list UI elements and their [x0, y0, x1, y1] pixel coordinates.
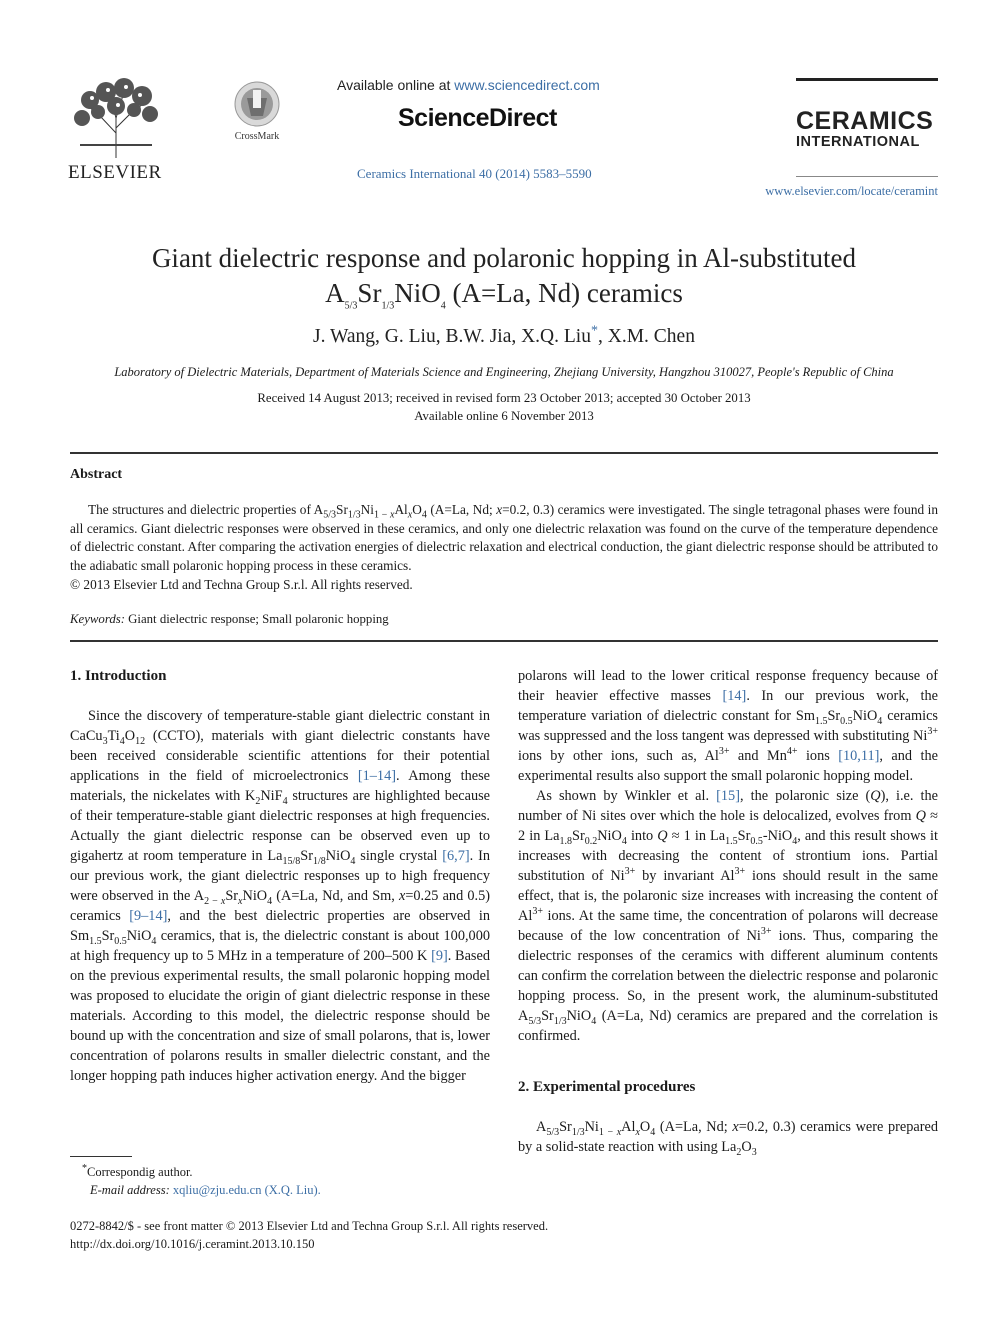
- header-right-rule-top: [796, 78, 938, 81]
- ref-link[interactable]: [15]: [716, 788, 740, 804]
- sciencedirect-logo: ScienceDirect: [398, 104, 557, 132]
- journal-url[interactable]: www.elsevier.com/locate/ceramint: [765, 184, 938, 198]
- corresponding-mark[interactable]: *: [590, 323, 598, 339]
- intro-heading: 1. Introduction: [70, 668, 167, 684]
- available-prefix: Available online at: [337, 77, 455, 93]
- intro-paragraph-2: As shown by Winkler et al. [15], the polaronic size (Q), i.e. the number of Ni sites over which the hole is delocalized, evolves from Q ≈ 2 in $La_{1.8}Sr_{0.2}NiO_4$ into Q ≈ 1 in $La_{1.5}Sr_{0.5}-NiO_4$, and this result shows it increases with decreasing the content of strontium ions. Partial substitution of $Ni^{3+}$ by invariant $Al^{3+}$ ions should result in the same effect, that is, the polaronic size increases with increasing the content of $Al^{3+}$ ions. At the same time, the concentration of polarons will decrease because of the low concentration of $Ni^{3+}$ ions. Thus, comparing the dielectric responses of the ceramics with different aluminum contents can confirm the correlation between the dielectric response and polaronic hopping process. So, in the present work, the aluminum-substituted $A_{5/3}Sr_{1/3}NiO_4$ (A=La, Nd) ceramics are prepared and the correlation is confirmed.: [518, 788, 939, 1044]
- footnote-corresponding: [70, 1163, 321, 1181]
- footer: [70, 1217, 548, 1253]
- journal-citation[interactable]: Ceramics International 40 (2014) 5583–5590: [357, 166, 592, 181]
- intro-paragraph-1-cont: polarons will lead to the lower critical response frequency because of their heavier effective masses [14]. In our previous work, the temperature variation of dielectric constant for $Sm_{1.5}Sr_{0.5}NiO_4$ ceramics was suppressed and the loss tangent was depressed with substituting $Ni^{3+}$ ions by other ions, such as, $Al^{3+}$ and $Mn^{4+}$ ions [10,11], and the experimental results also support the small polaronic hopping model.: [518, 668, 939, 784]
- crossmark-logo[interactable]: [226, 80, 288, 142]
- header-right-rule-bottom: [796, 176, 938, 177]
- article-title-line1: Giant dielectric response and polaronic hopping in Al-substituted: [151, 243, 857, 273]
- footer-issn: 0272-8842/$ - see front matter © 2013 Elsevier Ltd and Techna Group S.r.l. All rights reserved.: [70, 1219, 549, 1233]
- footnote-text: Correspondig author.: [87, 1165, 193, 1179]
- footnote-rule: [70, 1156, 132, 1157]
- abstract-rule-top: [70, 452, 938, 454]
- elsevier-tree-icon: [70, 78, 162, 160]
- footer-doi[interactable]: http://dx.doi.org/10.1016/j.ceramint.2013.10.150: [70, 1237, 315, 1251]
- journal-name-line1: CERAMICS: [796, 107, 934, 135]
- article-title: [0, 241, 992, 311]
- footnote-email: [70, 1181, 321, 1199]
- author-list: [0, 323, 992, 348]
- email-link[interactable]: xqliu@zju.edu.cn (X.Q. Liu).: [172, 1183, 321, 1197]
- journal-name-line2: INTERNATIONAL: [796, 134, 920, 150]
- journal-name: [796, 108, 938, 150]
- keywords-list: Giant dielectric response; Small polaronic hopping: [124, 612, 389, 626]
- elsevier-logo: [68, 78, 163, 186]
- intro-paragraph-1: Since the discovery of temperature-stable giant dielectric constant in $CaCu_3Ti_4O_{12}$ (CCTO), materials with giant dielectric constants have been received considerable scientific attentions for their potential applications in the field of microelectronics [1–14]. Among these materials, the nickelates with $K_2NiF_4$ structures are highlighted because of their temperature-stable giant dielectric responses at high frequencies. Actually the giant dielectric response can be observed even up to gigahertz at room temperature in $La_{15/8}Sr_{1/8}NiO_4$ single crystal [6,7]. In our previous work, the giant dielectric responses up to high frequency were observed in the $A_{2 - x}Sr_xNiO_4$ (A=La, Nd, and Sm, x=0.25 and 0.5) ceramics [9–14], and the best dielectric properties are observed in $Sm_{1.5}Sr_{0.5}NiO_4$ ceramics, that is, the dielectric constant is about 100,000 at high frequency up to 5 MHz in a temperature of 200–500 K [9]. Based on the previous experimental results, the small polaronic hopping model was proposed to elucidate the origin of giant dielectric response in these materials. According to this model, the dielectric response should be bound up with the concentration and size of small polarons, that is, lower concentration of polarons results in smaller dielectric constant, and the longer hopping path induces higher activation energy. And the bigger: [70, 708, 491, 1084]
- crossmark-label: CrossMark: [234, 131, 280, 142]
- abstract-heading: Abstract: [70, 467, 123, 482]
- abstract-rule-bottom: [70, 640, 938, 642]
- ref-link[interactable]: [9]: [431, 948, 448, 964]
- exp-heading: 2. Experimental procedures: [518, 1079, 696, 1095]
- footnote: [70, 1163, 321, 1199]
- elsevier-wordmark: ELSEVIER: [68, 162, 162, 183]
- sciencedirect-url[interactable]: www.sciencedirect.com: [454, 77, 600, 93]
- available-online: [337, 77, 600, 93]
- abstract-copyright: © 2013 Elsevier Ltd and Techna Group S.r.l. All rights reserved.: [70, 576, 413, 592]
- dates-received: Received 14 August 2013; received in revised form 23 October 2013; accepted 30 October 2013: [257, 391, 751, 405]
- abstract-text: [70, 501, 938, 595]
- ref-link[interactable]: [14]: [722, 688, 747, 704]
- email-label: E-mail address:: [90, 1183, 173, 1197]
- right-column: [518, 666, 938, 1157]
- ref-link[interactable]: [9–14]: [129, 908, 168, 924]
- authors-text-last: , X.M. Chen: [597, 326, 695, 347]
- keywords-label: Keywords:: [70, 612, 125, 626]
- left-column: [70, 666, 490, 1086]
- crossmark-icon: [233, 80, 281, 128]
- ref-link[interactable]: [1–14]: [357, 768, 396, 784]
- dates-available: Available online 6 November 2013: [414, 409, 594, 423]
- authors-text: J. Wang, G. Liu, B.W. Jia, X.Q. Liu: [313, 326, 591, 347]
- ref-link[interactable]: [10,11]: [838, 748, 880, 764]
- article-title-line2: $A_{5/3}Sr_{1/3}NiO_4$ (A=La, Nd) ceramics: [325, 278, 683, 312]
- abstract-body: The structures and dielectric properties of $A_{5/3}Sr_{1/3}Ni_{1 - x}Al_xO_4$ (A=La, Nd; x=0.2, 0.3) ceramics were investigated. The single tetragonal phases were found in all ceramics. Giant dielectric responses were observed in these ceramics, and only one dielectric relaxation was found on the curve of the temperature dependence of dielectric constant. After comparing the activation energies of dielectric relaxation and electrical conduction, the giant dielectric response should be attributed to the adiabatic small polaronic hopping process in these ceramics.: [70, 502, 938, 574]
- affiliation: Laboratory of Dielectric Materials, Department of Materials Science and Engineering, Zhejiang University, Hangzhou 310027, People's Republic of China: [114, 365, 894, 379]
- exp-paragraph-1: $A_{5/3}Sr_{1/3}Ni_{1 - x}Al_xO_4$ (A=La, Nd; x=0.2, 0.3) ceramics were prepared by a solid-state reaction with using $La_2O_3$: [518, 1119, 938, 1158]
- footnote-mark: *: [82, 1162, 87, 1174]
- ref-link[interactable]: [6,7]: [442, 848, 470, 864]
- keywords: [70, 612, 389, 627]
